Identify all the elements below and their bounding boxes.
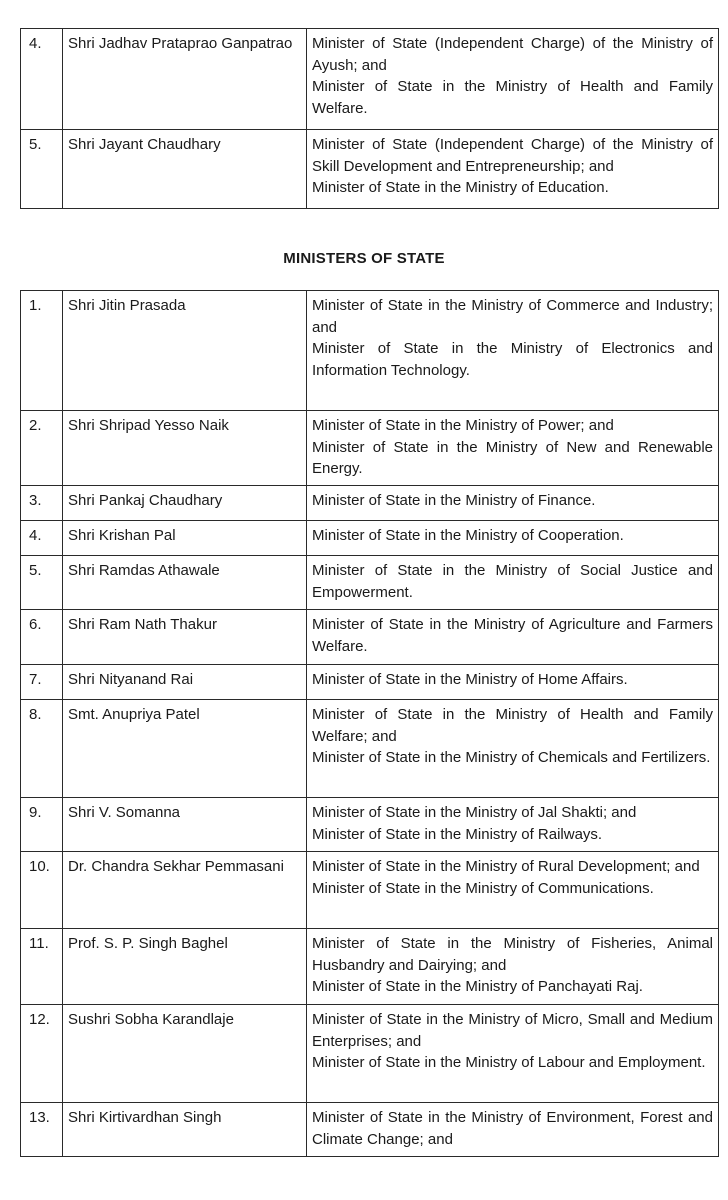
serial-number: 3. <box>21 486 63 521</box>
portfolio-line: Minister of State in the Ministry of Power; and <box>312 417 614 434</box>
minister-name: Shri Krishan Pal <box>63 521 307 556</box>
portfolio-cell <box>307 291 719 411</box>
portfolio-cell <box>307 29 719 130</box>
portfolio-cell <box>307 798 719 852</box>
portfolio-line: Minister of State in the Ministry of Communications. <box>312 879 654 897</box>
table-row <box>21 486 719 521</box>
portfolio-line: Minister of State in the Ministry of Labour and Employment. <box>312 1054 706 1071</box>
portfolio-line: Minister of State (Independent Charge) of the Ministry of Skill Development and Entrepreneurship; and <box>312 136 713 175</box>
portfolio-cell <box>307 521 719 556</box>
portfolio-cell <box>307 411 719 486</box>
serial-number: 13. <box>21 1103 63 1157</box>
portfolio-line: Minister of State in the Ministry of Railways. <box>312 825 603 843</box>
serial-number: 10. <box>21 852 63 929</box>
portfolio-cell <box>307 556 719 610</box>
portfolio-cell <box>307 665 719 700</box>
minister-name: Shri V. Somanna <box>63 798 307 852</box>
minister-name: Shri Jitin Prasada <box>63 291 307 411</box>
table-row <box>21 852 719 929</box>
serial-number: 1. <box>21 291 63 411</box>
portfolio-line: Minister of State in the Ministry of Finance. <box>312 492 596 509</box>
portfolio-line: Minister of State in the Ministry of Social Justice and Empowerment. <box>312 562 713 601</box>
serial-number: 5. <box>21 130 63 209</box>
minister-name: Prof. S. P. Singh Baghel <box>63 929 307 1005</box>
portfolio-line: Minister of State in the Ministry of Agriculture and Farmers Welfare. <box>312 616 713 655</box>
section-heading: MINISTERS OF STATE <box>283 250 445 267</box>
serial-number: 12. <box>21 1005 63 1103</box>
minister-name: Shri Shripad Yesso Naik <box>63 411 307 486</box>
table-row <box>21 291 719 411</box>
portfolio-line: Minister of State in the Ministry of Home Affairs. <box>312 671 628 688</box>
table-row <box>21 665 719 700</box>
portfolio-line: Minister of State in the Ministry of Rural Development; and <box>312 858 700 875</box>
portfolio-cell <box>307 130 719 209</box>
ministers-of-state-table <box>20 290 719 1157</box>
table-row <box>21 29 719 130</box>
portfolio-cell <box>307 1103 719 1157</box>
table-row <box>21 130 719 209</box>
portfolio-line: Minister of State (Independent Charge) of the Ministry of Ayush; and <box>312 35 713 74</box>
minister-name: Shri Pankaj Chaudhary <box>63 486 307 521</box>
portfolio-cell <box>307 852 719 929</box>
serial-number: 8. <box>21 700 63 798</box>
minister-name: Smt. Anupriya Patel <box>63 700 307 798</box>
serial-number: 6. <box>21 610 63 665</box>
serial-number: 11. <box>21 929 63 1005</box>
portfolio-line: Minister of State in the Ministry of Environment, Forest and Climate Change; and <box>312 1109 713 1148</box>
portfolio-line: Minister of State in the Ministry of Panchayati Raj. <box>312 978 643 995</box>
serial-number: 5. <box>21 556 63 610</box>
table-row <box>21 556 719 610</box>
serial-number: 9. <box>21 798 63 852</box>
portfolio-line: Minister of State in the Ministry of Jal Shakti; and <box>312 804 637 821</box>
portfolio-line: Minister of State in the Ministry of Cooperation. <box>312 527 624 544</box>
table-row <box>21 700 719 798</box>
portfolio-line: Minister of State in the Ministry of Electronics and Information Technology. <box>312 340 713 379</box>
table-row <box>21 411 719 486</box>
portfolio-cell <box>307 1005 719 1103</box>
minister-name: Sushri Sobha Karandlaje <box>63 1005 307 1103</box>
serial-number: 2. <box>21 411 63 486</box>
portfolio-line: Minister of State in the Ministry of Health and Family Welfare; and <box>312 706 713 745</box>
portfolio-line: Minister of State in the Ministry of Micro, Small and Medium Enterprises; and <box>312 1011 713 1050</box>
minister-name: Shri Jayant Chaudhary <box>63 130 307 209</box>
minister-name: Shri Ramdas Athawale <box>63 556 307 610</box>
portfolio-cell <box>307 610 719 665</box>
portfolio-line: Minister of State in the Ministry of Health and Family Welfare. <box>312 78 713 117</box>
portfolio-line: Minister of State in the Ministry of New and Renewable Energy. <box>312 438 713 477</box>
portfolio-cell <box>307 929 719 1005</box>
serial-number: 4. <box>21 521 63 556</box>
table-row <box>21 798 719 852</box>
portfolio-cell <box>307 700 719 798</box>
minister-name: Shri Kirtivardhan Singh <box>63 1103 307 1157</box>
top-portfolio-table <box>20 28 719 209</box>
portfolio-line: Minister of State in the Ministry of Fisheries, Animal Husbandry and Dairying; and <box>312 935 713 974</box>
table-row <box>21 1005 719 1103</box>
minister-name: Shri Nityanand Rai <box>63 665 307 700</box>
serial-number: 4. <box>21 29 63 130</box>
portfolio-line: Minister of State in the Ministry of Commerce and Industry; and <box>312 297 713 336</box>
portfolio-line: Minister of State in the Ministry of Education. <box>312 179 609 196</box>
serial-number: 7. <box>21 665 63 700</box>
table-row <box>21 929 719 1005</box>
minister-name: Shri Jadhav Prataprao Ganpatrao <box>63 29 307 130</box>
portfolio-cell <box>307 486 719 521</box>
table-row <box>21 1103 719 1157</box>
minister-name: Shri Ram Nath Thakur <box>63 610 307 665</box>
table-row <box>21 610 719 665</box>
table-row <box>21 521 719 556</box>
portfolio-line: Minister of State in the Ministry of Chemicals and Fertilizers. <box>312 749 711 766</box>
minister-name: Dr. Chandra Sekhar Pemmasani <box>63 852 307 929</box>
